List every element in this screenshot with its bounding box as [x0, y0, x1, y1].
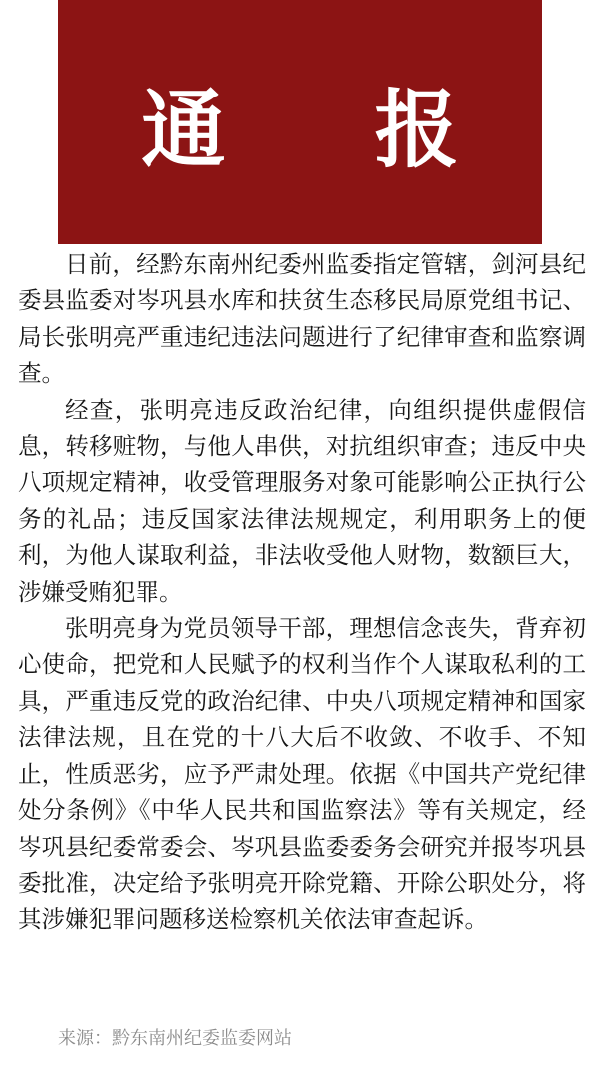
article-paragraph: 经查，张明亮违反政治纪律，向组织提供虚假信息，转移赃物，与他人串供，对抗组织审查；违反中央八项规定精神，收受管理服务对象可能影响公正执行公务的礼品；违反国家法律法规规定，利用职务上的便利，为他人谋取利益，非法收受他人财物，数额巨大，涉嫌受贿犯罪。 [18, 395, 586, 606]
article-body [18, 246, 586, 938]
banner-title: 通 报 [141, 80, 519, 179]
source-attribution: 来源：黔东南州纪委监委网站 [58, 1028, 292, 1049]
article-paragraph: 日前，经黔东南州纪委州监委指定管辖，剑河县纪委县监委对岑巩县水库和扶贫生态移民局原党组书记、局长张明亮严重违纪违法问题进行了纪律审查和监察调查。 [18, 250, 586, 388]
article-paragraph: 张明亮身为党员领导干部，理想信念丧失，背弃初心使命，把党和人民赋予的权利当作个人谋取私利的工具，严重违反党的政治纪律、中央八项规定精神和国家法律法规，且在党的十八大后不收敛、不收手、不知止，性质恶劣，应予严肃处理。依据《中国共产党纪律处分条例》《中华人民共和国监察法》等有关规定，经岑巩县纪委常委会、岑巩县监委委务会研究并报岑巩县委批准，决定给予张明亮开除党籍、开除公职处分，将其涉嫌犯罪问题移送检察机关依法审查起诉。 [18, 614, 586, 934]
notice-banner [58, 0, 542, 244]
